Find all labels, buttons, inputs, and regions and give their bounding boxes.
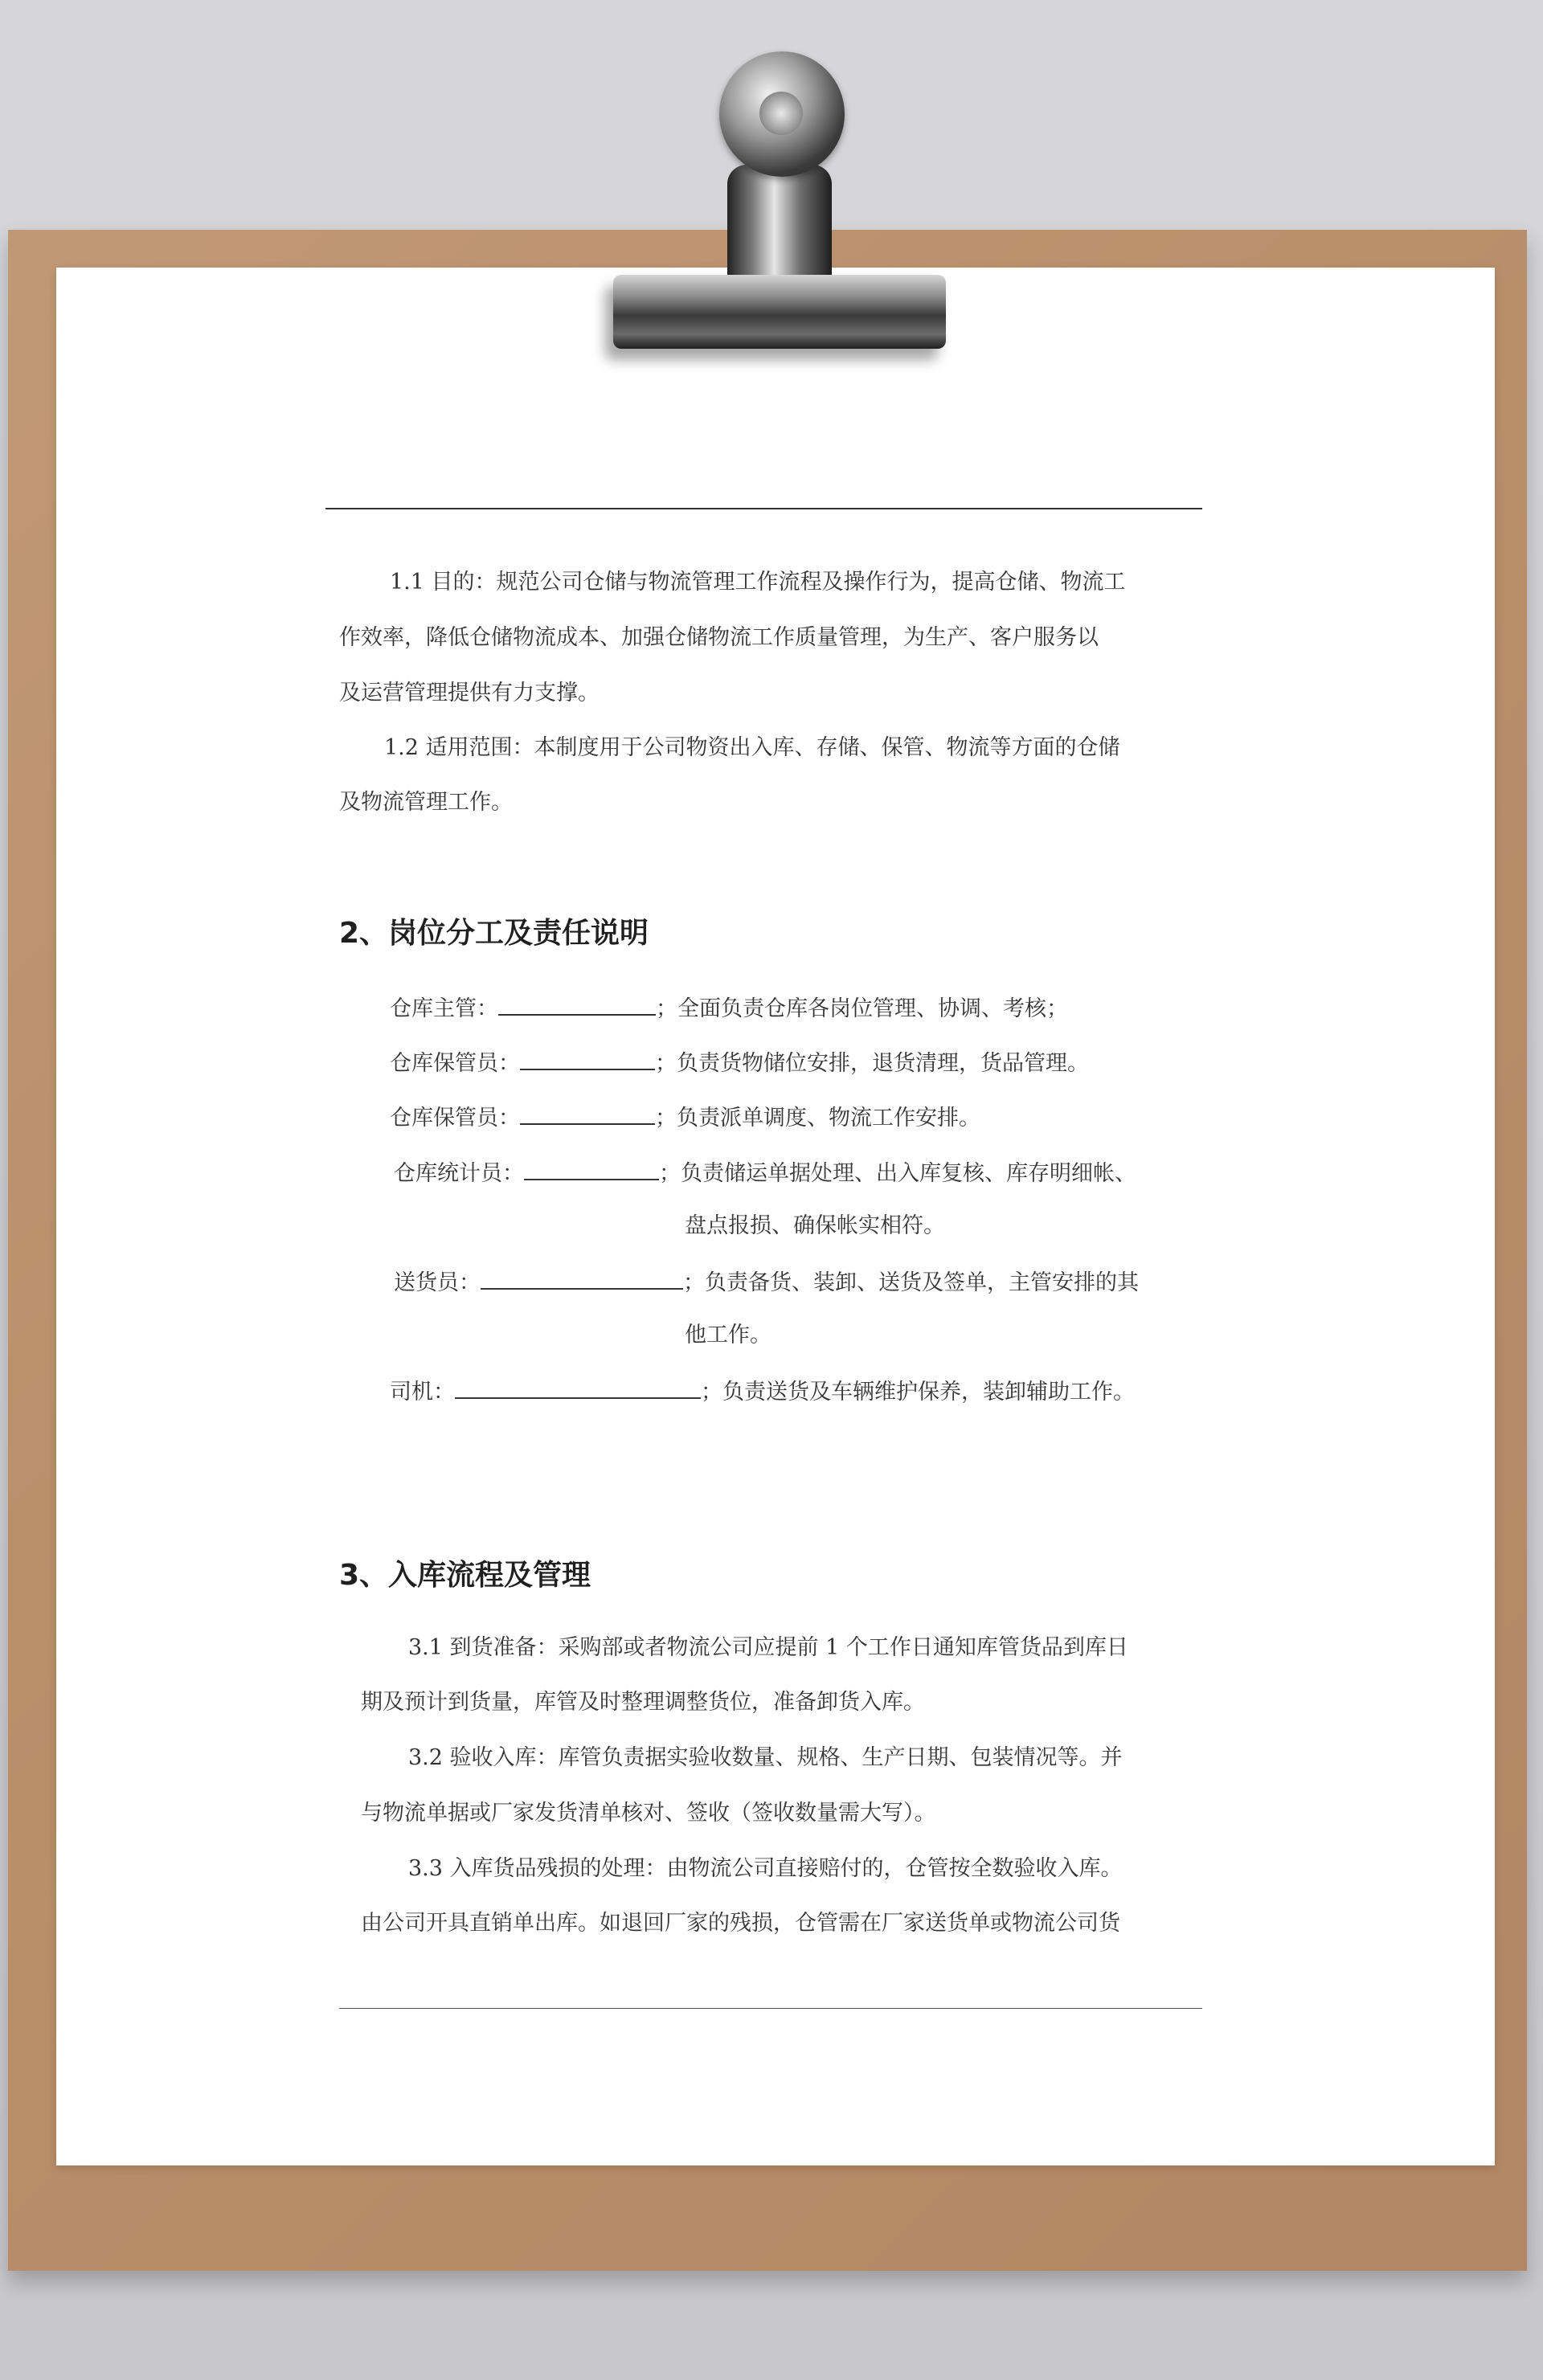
p1-1-line3: 及运营管理提供有力支撑。 xyxy=(339,681,600,705)
p3-1-line1: 3.1 到货准备：采购部或者物流公司应提前 1 个工作日通知库管货品到库日 xyxy=(408,1635,1128,1660)
binder-clip-neck xyxy=(727,165,832,293)
name-blank xyxy=(481,1267,683,1290)
role-label: 仓库主管： xyxy=(390,996,498,1021)
role-statistician xyxy=(394,1158,1136,1188)
role-label: 仓库统计员： xyxy=(394,1161,524,1186)
role-warehouse-manager xyxy=(390,993,1068,1023)
header-rule xyxy=(325,508,1202,509)
role-delivery xyxy=(394,1267,1139,1297)
role-label: 仓库保管员： xyxy=(390,1051,520,1076)
role-keeper-1 xyxy=(390,1048,1089,1078)
p1-1-line2: 作效率，降低仓储物流成本、加强仓储物流工作质量管理，为生产、客户服务以 xyxy=(339,625,1099,650)
role-keeper-2 xyxy=(390,1102,980,1132)
section2-heading: 2、岗位分工及责任说明 xyxy=(339,917,649,950)
section3-heading: 3、入库流程及管理 xyxy=(339,1559,591,1592)
p1-2-line1: 1.2 适用范围：本制度用于公司物资出入库、存储、保管、物流等方面的仓储 xyxy=(384,735,1120,760)
p3-2-line2: 与物流单据或厂家发货清单核对、签收（签收数量需大写）。 xyxy=(361,1801,936,1826)
role-desc: ；负责货物储位安排，退货清理，货品管理。 xyxy=(655,1051,1089,1076)
footer-rule xyxy=(339,2008,1202,2009)
p1-2-line2: 及物流管理工作。 xyxy=(339,790,513,815)
p3-3-line2: 由公司开具直销单出库。如退回厂家的残损，仓管需在厂家送货单或物流公司货 xyxy=(361,1911,1120,1936)
role-delivery-line2: 他工作。 xyxy=(685,1323,772,1347)
binder-clip-hole xyxy=(759,92,803,135)
role-desc: ；负责送货及车辆维护保养，装卸辅助工作。 xyxy=(701,1380,1135,1405)
p1-1-line1: 1.1 目的：规范公司仓储与物流管理工作流程及操作行为，提高仓储、物流工 xyxy=(390,570,1126,595)
binder-clip-ring xyxy=(719,51,845,177)
role-desc: ；全面负责仓库各岗位管理、协调、考核； xyxy=(656,996,1068,1021)
role-label: 司机： xyxy=(390,1380,455,1405)
role-label: 送货员： xyxy=(394,1270,481,1295)
p3-2-line1: 3.2 验收入库：库管负责据实验收数量、规格、生产日期、包装情况等。并 xyxy=(408,1745,1123,1770)
binder-clip-jaw xyxy=(613,275,946,349)
p3-1-line2: 期及预计到货量，库管及时整理调整货位，准备卸货入库。 xyxy=(361,1690,925,1715)
role-desc: ；负责储运单据处理、出入库复核、库存明细帐、 xyxy=(659,1161,1136,1186)
p3-3-line1: 3.3 入库货品残损的处理：由物流公司直接赔付的，仓管按全数验收入库。 xyxy=(408,1856,1123,1881)
name-blank xyxy=(498,993,656,1016)
role-label: 仓库保管员： xyxy=(390,1106,520,1131)
name-blank xyxy=(520,1048,655,1070)
role-statistician-line2: 盘点报损、确保帐实相符。 xyxy=(685,1213,945,1238)
role-driver xyxy=(390,1376,1135,1406)
name-blank xyxy=(524,1158,659,1180)
name-blank xyxy=(455,1376,701,1399)
role-desc: ；负责派单调度、物流工作安排。 xyxy=(655,1106,980,1131)
role-desc: ；负责备货、装卸、送货及签单，主管安排的其 xyxy=(683,1270,1139,1295)
name-blank xyxy=(520,1102,655,1125)
